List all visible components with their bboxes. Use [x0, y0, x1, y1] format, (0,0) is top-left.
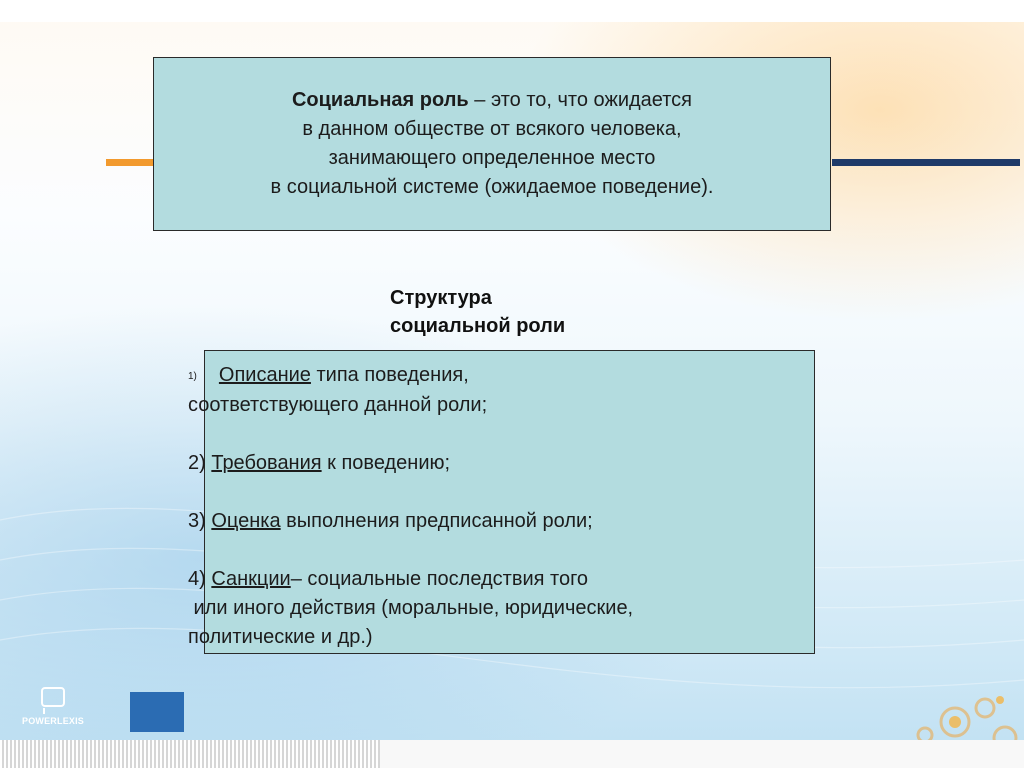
list-item [188, 361, 808, 391]
list-item-term: Оценка [211, 510, 281, 532]
list-item-number: 2) [188, 452, 212, 474]
navy-accent-line [832, 159, 1020, 166]
list-item-continuation: политические и др.) [188, 626, 373, 648]
blue-square-decoration [130, 692, 184, 732]
list-item-continuation: или иного действия (моральные, юридические, [188, 597, 634, 619]
list-item [188, 449, 808, 478]
structure-title-line2: социальной роли [390, 315, 566, 337]
definition-text [271, 86, 714, 202]
list-item-text: к поведению; [321, 452, 451, 474]
structure-title-line1: Структура [390, 287, 492, 309]
list-item-continuation: соответствующего данной роли; [188, 394, 488, 416]
bottom-white-band [380, 740, 1024, 768]
logo-text: POWERLEXIS [22, 716, 85, 726]
list-item-term: Описание [218, 364, 311, 386]
structure-title [390, 284, 650, 340]
structure-list [188, 361, 808, 652]
list-item-number: 4) [188, 568, 212, 590]
list-item-text: выполнения предписанной роли; [280, 510, 593, 532]
definition-term: Социальная роль [291, 89, 469, 111]
list-item-number: 3) [188, 510, 212, 532]
list-item-text: типа поведения, [310, 364, 469, 386]
list-item-number: 1) [188, 371, 197, 382]
list-item [188, 565, 808, 594]
definition-line1-rest: – это то, что ожидается [468, 89, 693, 111]
list-item-term: Санкции [211, 568, 291, 590]
definition-line2: в данном обществе от всякого человека, [302, 118, 682, 140]
definition-line4: в социальной системе (ожидаемое поведение). [270, 176, 714, 198]
list-item-term: Требования [211, 452, 322, 474]
definition-box [153, 57, 831, 231]
list-item [188, 507, 808, 536]
definition-line3: занимающего определенное место [328, 147, 656, 169]
list-item-text: – социальные последствия того [290, 568, 589, 590]
